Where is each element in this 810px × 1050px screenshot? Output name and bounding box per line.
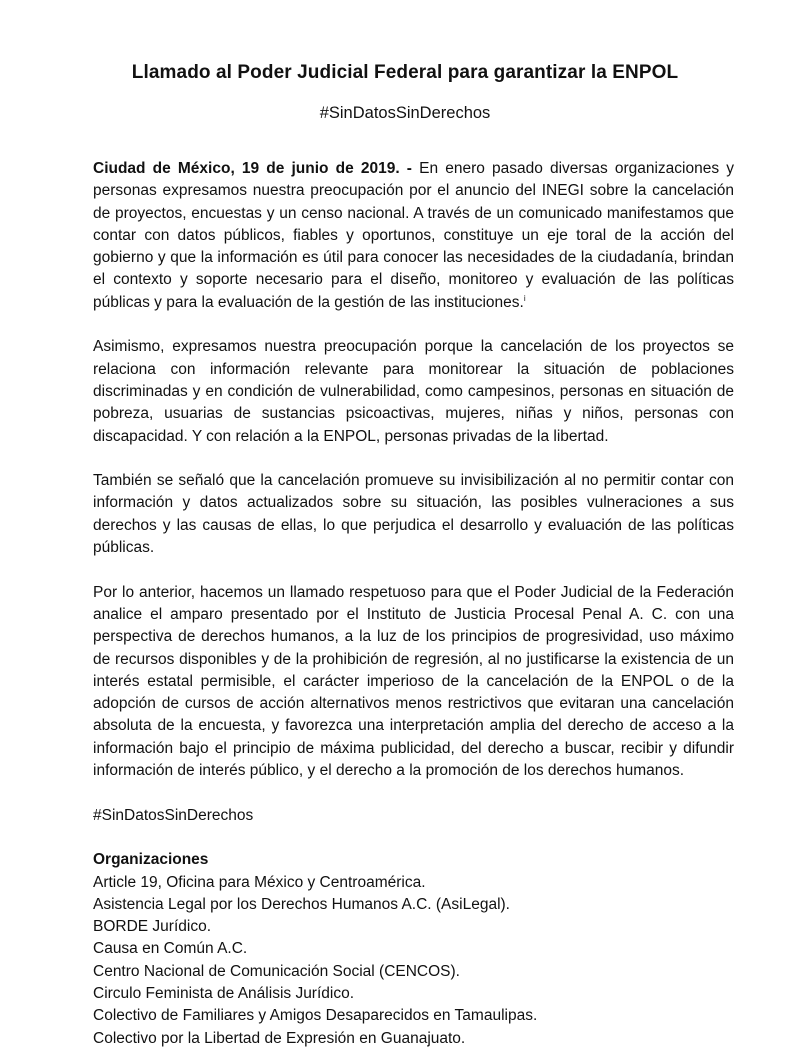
organization-item: Asistencia Legal por los Derechos Humanos A.C. (AsiLegal). <box>93 895 510 913</box>
organizations-heading: Organizaciones <box>93 851 209 869</box>
footnote-marker: i <box>523 293 526 303</box>
document-title: Llamado al Poder Judicial Federal para garantizar la ENPOL <box>131 62 679 83</box>
paragraph-1 <box>93 158 734 314</box>
dateline: Ciudad de México, 19 de junio de 2019. - <box>93 160 412 177</box>
paragraph-1-text: En enero pasado diversas organizaciones y personas expresamos nuestra preocupación por el anuncio del INEGI sobre la cancelación de proyectos, encuestas y un censo nacional. A través de un comunicado manifestamos que contar con datos públicos, fiables y oportunos, constituye un eje toral de la acción del gobierno y que la información es útil para conocer las necesidades de la ciudadanía, brindan el contexto y soporte necesario para el diseño, monitoreo y evaluación de las políticas públicas y para la evaluación de la gestión de las instituciones. <box>93 160 734 311</box>
organization-item: BORDE Jurídico. <box>93 918 212 936</box>
hashtag-subtitle: #SinDatosSinDerechos <box>319 104 491 122</box>
organization-item: Circulo Feminista de Análisis Jurídico. <box>93 984 355 1002</box>
organizations-list <box>93 872 734 1050</box>
organization-item: Article 19, Oficina para México y Centroamérica. <box>93 873 426 891</box>
organization-item: Centro Nacional de Comunicación Social (CENCOS). <box>93 962 460 980</box>
paragraph-3: También se señaló que la cancelación promueve su invisibilización al no permitir contar con información y datos actualizados sobre su situación, las posibles vulneraciones a sus derechos y las causas de ellas, lo que perjudica el desarrollo y evaluación de las políticas públicas. <box>93 472 734 557</box>
paragraph-2: Asimismo, expresamos nuestra preocupación porque la cancelación de los proyectos se relaciona con información relevante para monitorear la situación de poblaciones discriminadas y en condición de vulnerabilidad, como campesinos, personas en situación de pobreza, usuarias de sustancias psicoactivas, mujeres, niñas y niños, personas con discapacidad. Y con relación a la ENPOL, personas privadas de la libertad. <box>93 338 734 445</box>
organization-item: Colectivo por la Libertad de Expresión en Guanajuato. <box>93 1029 466 1047</box>
document-body <box>93 158 734 1050</box>
organization-item: Causa en Común A.C. <box>93 940 248 958</box>
organization-item: Colectivo de Familiares y Amigos Desaparecidos en Tamaulipas. <box>93 1007 538 1025</box>
closing-hashtag: #SinDatosSinDerechos <box>93 806 254 824</box>
paragraph-4: Por lo anterior, hacemos un llamado respetuoso para que el Poder Judicial de la Federación analice el amparo presentado por el Instituto de Justicia Procesal Penal A. C. con una perspectiva de derechos humanos, a la luz de los principios de progresividad, uso máximo de recursos disponibles y de la prohibición de regresión, al no justificarse la existencia de un interés estatal permisible, el carácter imperioso de la cancelación de la ENPOL o de la adopción de cursos de acción alternativos menos restrictivos que evitaran una cancelación absoluta de la encuesta, y favorezca una interpretación amplia del derecho de acceso a la información bajo el principio de máxima publicidad, del derecho a buscar, recibir y difundir información de interés público, y el derecho a la promoción de los derechos humanos. <box>93 583 734 780</box>
